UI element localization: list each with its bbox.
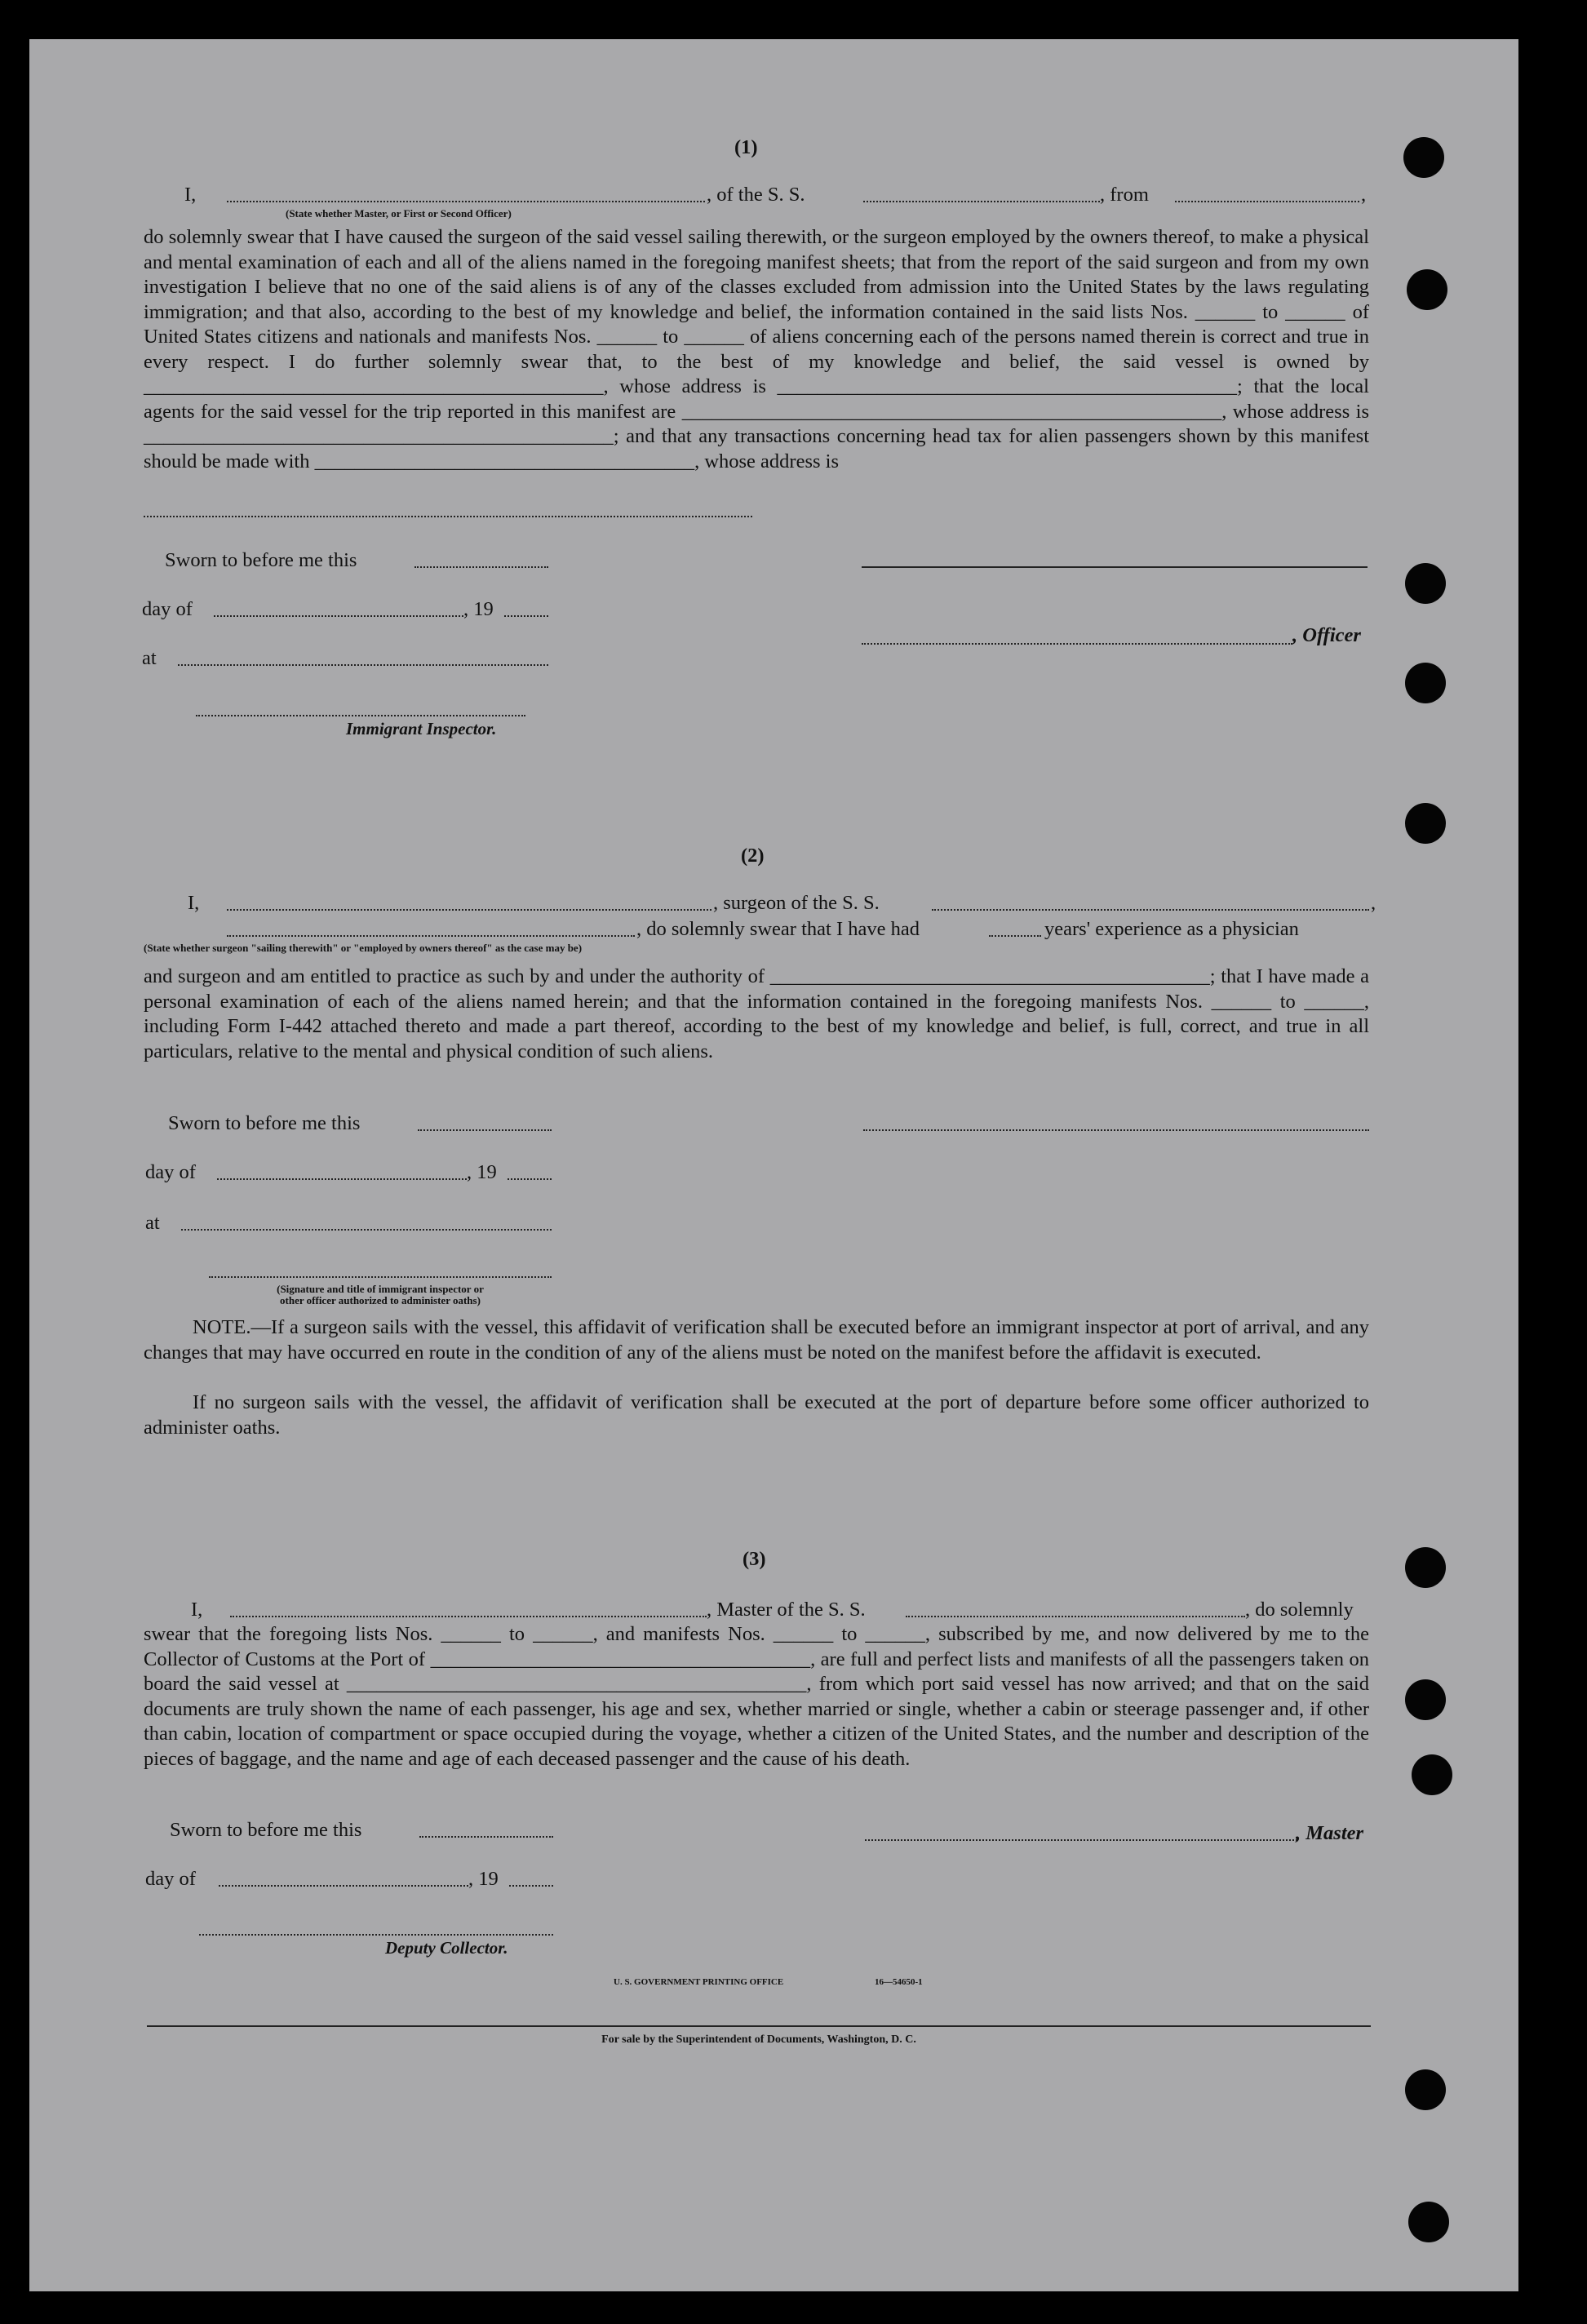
s2-years-field[interactable] [989,935,1041,937]
binder-hole [1403,137,1444,178]
s2-comma: , [1371,892,1376,914]
s1-at: at [142,647,157,669]
binder-hole [1405,663,1446,703]
s2-surgeon-of: , surgeon of the S. S. [713,892,880,914]
section-2-number: (2) [741,845,765,867]
ship-name-field[interactable] [863,201,1100,202]
s3-year-field[interactable] [509,1885,553,1887]
s2-sworn: Sworn to before me this [168,1112,361,1134]
s3-sworn: Sworn to before me this [170,1819,362,1841]
s1-continuation-line[interactable] [144,516,752,517]
s2-signature-note-2: other officer authorized to administer oaths) [280,1294,481,1306]
s1-officer-note: (State whether Master, or First or Second Officer) [286,207,512,220]
s3-ship-field[interactable] [906,1616,1245,1617]
s2-i: I, [188,892,200,914]
binder-hole [1405,803,1446,844]
binder-hole [1405,563,1446,604]
form-number: 16—54650-1 [875,1977,923,1987]
s1-inspector-label: Immigrant Inspector. [346,719,497,738]
s2-status-note: (State whether surgeon "sailing therewith" or "employed by owners thereof" as the case may be) [144,942,583,954]
section-3-number: (3) [743,1548,766,1570]
s2-note-paragraph-2: If no surgeon sails with the vessel, the affidavit of verification shall be executed at the port of departure before some officer authorized to administer oaths. [144,1391,1369,1439]
master-name-field[interactable] [227,201,705,202]
s2-note-paragraph: NOTE.—If a surgeon sails with the vessel, this affidavit of verification shall be executed before an immigrant inspector at port of arrival, and any changes that may have occurred en route in the condition of any of the aliens must be noted on the manifest before the affidavit is executed. [144,1316,1369,1364]
s2-day-field[interactable] [217,1178,467,1180]
s1-i: I, [184,184,197,206]
s2-oath-paragraph: and surgeon and am entitled to practice as such by and under the authority of ____________________________________________; that I have made a personal examination of each of the aliens named herein; and that the information contained in the foregoing manifests Nos. ______ to ______, including Form I-442 attached thereto and made a part thereof, according to the best of my knowledge and belief, is full, correct, and true in all particulars, relative to the mental and physical condition of such aliens. [144,965,1369,1062]
s1-oath-paragraph: do solemnly swear that I have caused the surgeon of the said vessel sailing therewith, or the surgeon employed by the owners thereof, to make a physical and mental examination of each and all of the aliens named in the foregoing manifest sheets; that from the report of the said surgeon and from my own investigation I believe that no one of the said aliens is of any of the classes excluded from admission into the United States by the laws regulating immigration; and that also, according to the best of my knowledge and belief, the information contained in the said lists Nos. ______ to ______ of United States citizens and nationals and manifests Nos. ______ to ______ of aliens concerning each of the persons named therein is correct and true in every respect. I do further solemnly swear that, to the best of my knowledge and belief, the said vessel is owned by ______________________________________________, whose address is ______________________________________________; that the local agents for the said vessel for the trip reported in this manifest are ______________________________________________________, whose address is _______________________________________________; and that any transactions concerning head tax for alien passengers shown by this manifest should be made with ______________________________________, whose address is [144,226,1369,472]
s2-sworn-field[interactable] [418,1129,552,1131]
s3-do-solemnly: , do solemnly [1245,1599,1354,1621]
s3-master-name-field[interactable] [230,1616,707,1617]
s3-day-of: day of [145,1868,196,1890]
s3-oath-paragraph: swear that the foregoing lists Nos. ______ to ______, and manifests Nos. ______ to ______, subscribed by me, and now delivered by me to the Collector of Customs at the Port of ______________________________________, are full and perfect lists and manifests of all the passengers taken on board the said vessel at ______________________________________________, from which port said vessel has now arrived; and that on the said documents are truly shown the name of each passenger, his age and sex, whether married or single, whether a cabin or steerage passenger and, if other than cabin, location of compartment or space occupied during the voyage, whether a citizen of the United States, and the number and description of the pieces of baggage, and the name and age of each deceased passenger and the cause of his death. [144,1623,1369,1770]
s2-day-of: day of [145,1161,196,1183]
s3-sworn-field[interactable] [419,1836,553,1838]
s3-master-signature-line[interactable] [865,1839,1297,1841]
s3-deputy-label: Deputy Collector. [385,1938,508,1958]
binder-hole [1405,2069,1446,2110]
s2-at: at [145,1212,160,1234]
binder-hole [1405,1679,1446,1720]
s1-year: , 19 [463,598,494,620]
s1-from: , from [1100,184,1149,206]
s2-years: years' experience as a physician [1044,918,1299,940]
s3-year: , 19 [468,1868,499,1890]
printing-office: U. S. GOVERNMENT PRINTING OFFICE [614,1977,784,1987]
s2-year-field[interactable] [508,1178,552,1180]
s2-signature-note-1: (Signature and title of immigrant inspector or [277,1283,484,1295]
s1-comma: , [1361,184,1367,206]
s2-ship-field[interactable] [932,909,1369,911]
s1-officer-signature-line[interactable] [862,566,1368,568]
binder-hole [1408,2202,1449,2242]
s1-of-ss: , of the S. S. [707,184,805,206]
s1-day-of: day of [142,598,193,620]
s1-sworn: Sworn to before me this [165,549,357,571]
s2-solemnly: , do solemnly swear that I have had [636,918,920,940]
s3-i: I, [191,1599,203,1621]
section-1-number: (1) [734,136,758,158]
s2-status-field[interactable] [227,935,635,937]
s1-officer-line[interactable] [862,643,1292,645]
s2-officer-signature-line[interactable] [863,1129,1369,1131]
s2-surgeon-name-field[interactable] [227,909,711,911]
sale-notice: For sale by the Superintendent of Documents, Washington, D. C. [601,2034,916,2046]
s3-day-field[interactable] [219,1885,468,1887]
s1-day-field[interactable] [214,615,463,617]
s3-master-label: , Master [1296,1822,1364,1844]
from-port-field[interactable] [1175,201,1359,202]
s2-signature-line[interactable] [209,1276,552,1278]
s1-sworn-field[interactable] [414,566,548,568]
s2-at-field[interactable] [181,1229,552,1231]
footer-rule [147,2025,1371,2027]
binder-hole [1412,1754,1452,1795]
s1-officer-label: , Officer [1292,624,1361,646]
s1-year-field[interactable] [504,615,548,617]
s1-at-field[interactable] [178,664,548,666]
s2-year: , 19 [467,1161,497,1183]
s3-master-of: , Master of the S. S. [707,1599,866,1621]
binder-hole [1405,1547,1446,1588]
binder-hole [1407,269,1447,310]
